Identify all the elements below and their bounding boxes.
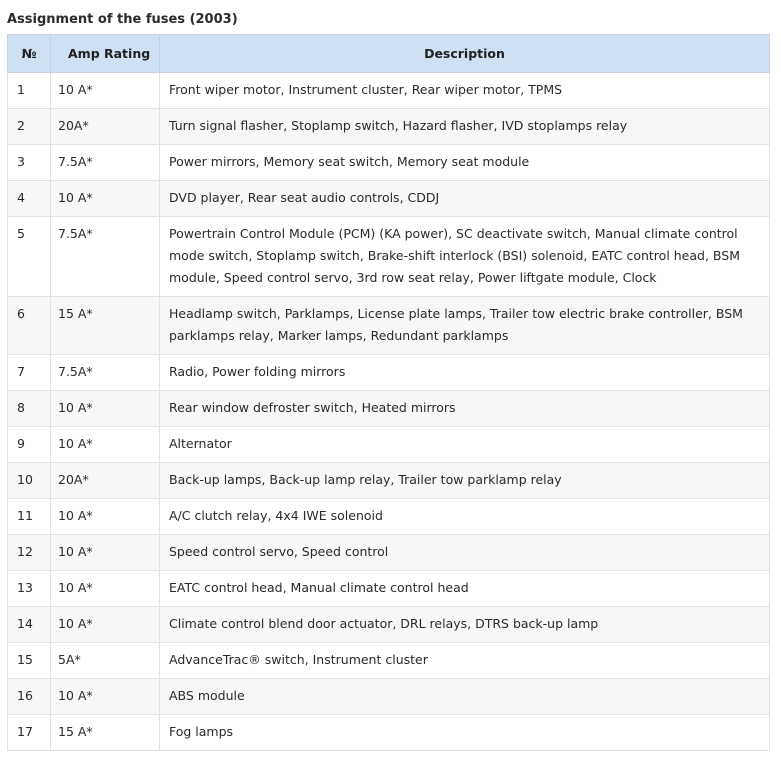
table-row [8,643,770,679]
table-row [8,109,770,145]
description-cell: DVD player, Rear seat audio controls, CDDJ [160,181,770,217]
description-cell: Fog lamps [160,715,770,751]
description-cell: Front wiper motor, Instrument cluster, Rear wiper motor, TPMS [160,73,770,109]
description-cell: Speed control servo, Speed control [160,535,770,571]
table-row [8,679,770,715]
fuse-number-cell: 4 [8,181,51,217]
fuse-number-cell: 12 [8,535,51,571]
fuse-number-cell: 7 [8,355,51,391]
table-caption: Assignment of the fuses (2003) [7,12,238,27]
description-cell: AdvanceTrac® switch, Instrument cluster [160,643,770,679]
table-row [8,391,770,427]
amp-rating-cell: 15 A* [51,297,160,355]
amp-rating-cell: 15 A* [51,715,160,751]
description-cell: Powertrain Control Module (PCM) (KA power), SC deactivate switch, Manual climate control mode switch, Stoplamp switch, Brake-shift interlock (BSI) solenoid, EATC control head, BSM module, Speed control servo, 3rd row seat relay, Power liftgate module, Clock [160,217,770,297]
fuse-number-cell: 2 [8,109,51,145]
amp-rating-cell: 5A* [51,643,160,679]
table-row [8,535,770,571]
table-row [8,571,770,607]
fuse-number-cell: 17 [8,715,51,751]
description-cell: Rear window defroster switch, Heated mirrors [160,391,770,427]
amp-rating-cell: 10 A* [51,607,160,643]
description-cell: Power mirrors, Memory seat switch, Memory seat module [160,145,770,181]
header-description: Description [160,35,770,73]
table-row [8,355,770,391]
description-cell: Climate control blend door actuator, DRL relays, DTRS back-up lamp [160,607,770,643]
amp-rating-cell: 10 A* [51,73,160,109]
fuse-number-cell: 16 [8,679,51,715]
table-row [8,715,770,751]
fuse-number-cell: 15 [8,643,51,679]
fuse-number-cell: 1 [8,73,51,109]
description-cell: EATC control head, Manual climate control head [160,571,770,607]
amp-rating-cell: 7.5A* [51,217,160,297]
fuse-number-cell: 13 [8,571,51,607]
fuse-number-cell: 8 [8,391,51,427]
header-number: № [8,35,51,73]
description-cell: Alternator [160,427,770,463]
table-row [8,607,770,643]
description-cell: Radio, Power folding mirrors [160,355,770,391]
header-amp-rating: Amp Rating [51,35,160,73]
fuse-number-cell: 14 [8,607,51,643]
amp-rating-cell: 20A* [51,109,160,145]
table-row [8,463,770,499]
table-row [8,73,770,109]
table-row [8,427,770,463]
header-row [8,35,770,73]
amp-rating-cell: 10 A* [51,427,160,463]
amp-rating-cell: 10 A* [51,391,160,427]
fuse-number-cell: 10 [8,463,51,499]
amp-rating-cell: 10 A* [51,499,160,535]
table-row [8,217,770,297]
table-body [8,73,770,751]
description-cell: Back-up lamps, Back-up lamp relay, Trailer tow parklamp relay [160,463,770,499]
fuse-number-cell: 11 [8,499,51,535]
fuse-table-container [7,34,770,751]
amp-rating-cell: 20A* [51,463,160,499]
fuse-number-cell: 9 [8,427,51,463]
description-cell: Turn signal flasher, Stoplamp switch, Hazard flasher, IVD stoplamps relay [160,109,770,145]
fuse-number-cell: 6 [8,297,51,355]
table-row [8,145,770,181]
amp-rating-cell: 7.5A* [51,145,160,181]
amp-rating-cell: 10 A* [51,535,160,571]
fuse-number-cell: 3 [8,145,51,181]
amp-rating-cell: 7.5A* [51,355,160,391]
description-cell: ABS module [160,679,770,715]
amp-rating-cell: 10 A* [51,181,160,217]
description-cell: Headlamp switch, Parklamps, License plate lamps, Trailer tow electric brake controller, BSM parklamps relay, Marker lamps, Redundant parklamps [160,297,770,355]
table-row [8,181,770,217]
amp-rating-cell: 10 A* [51,571,160,607]
table-row [8,297,770,355]
table-row [8,499,770,535]
amp-rating-cell: 10 A* [51,679,160,715]
description-cell: A/C clutch relay, 4x4 IWE solenoid [160,499,770,535]
fuse-assignment-table [7,34,770,751]
fuse-number-cell: 5 [8,217,51,297]
